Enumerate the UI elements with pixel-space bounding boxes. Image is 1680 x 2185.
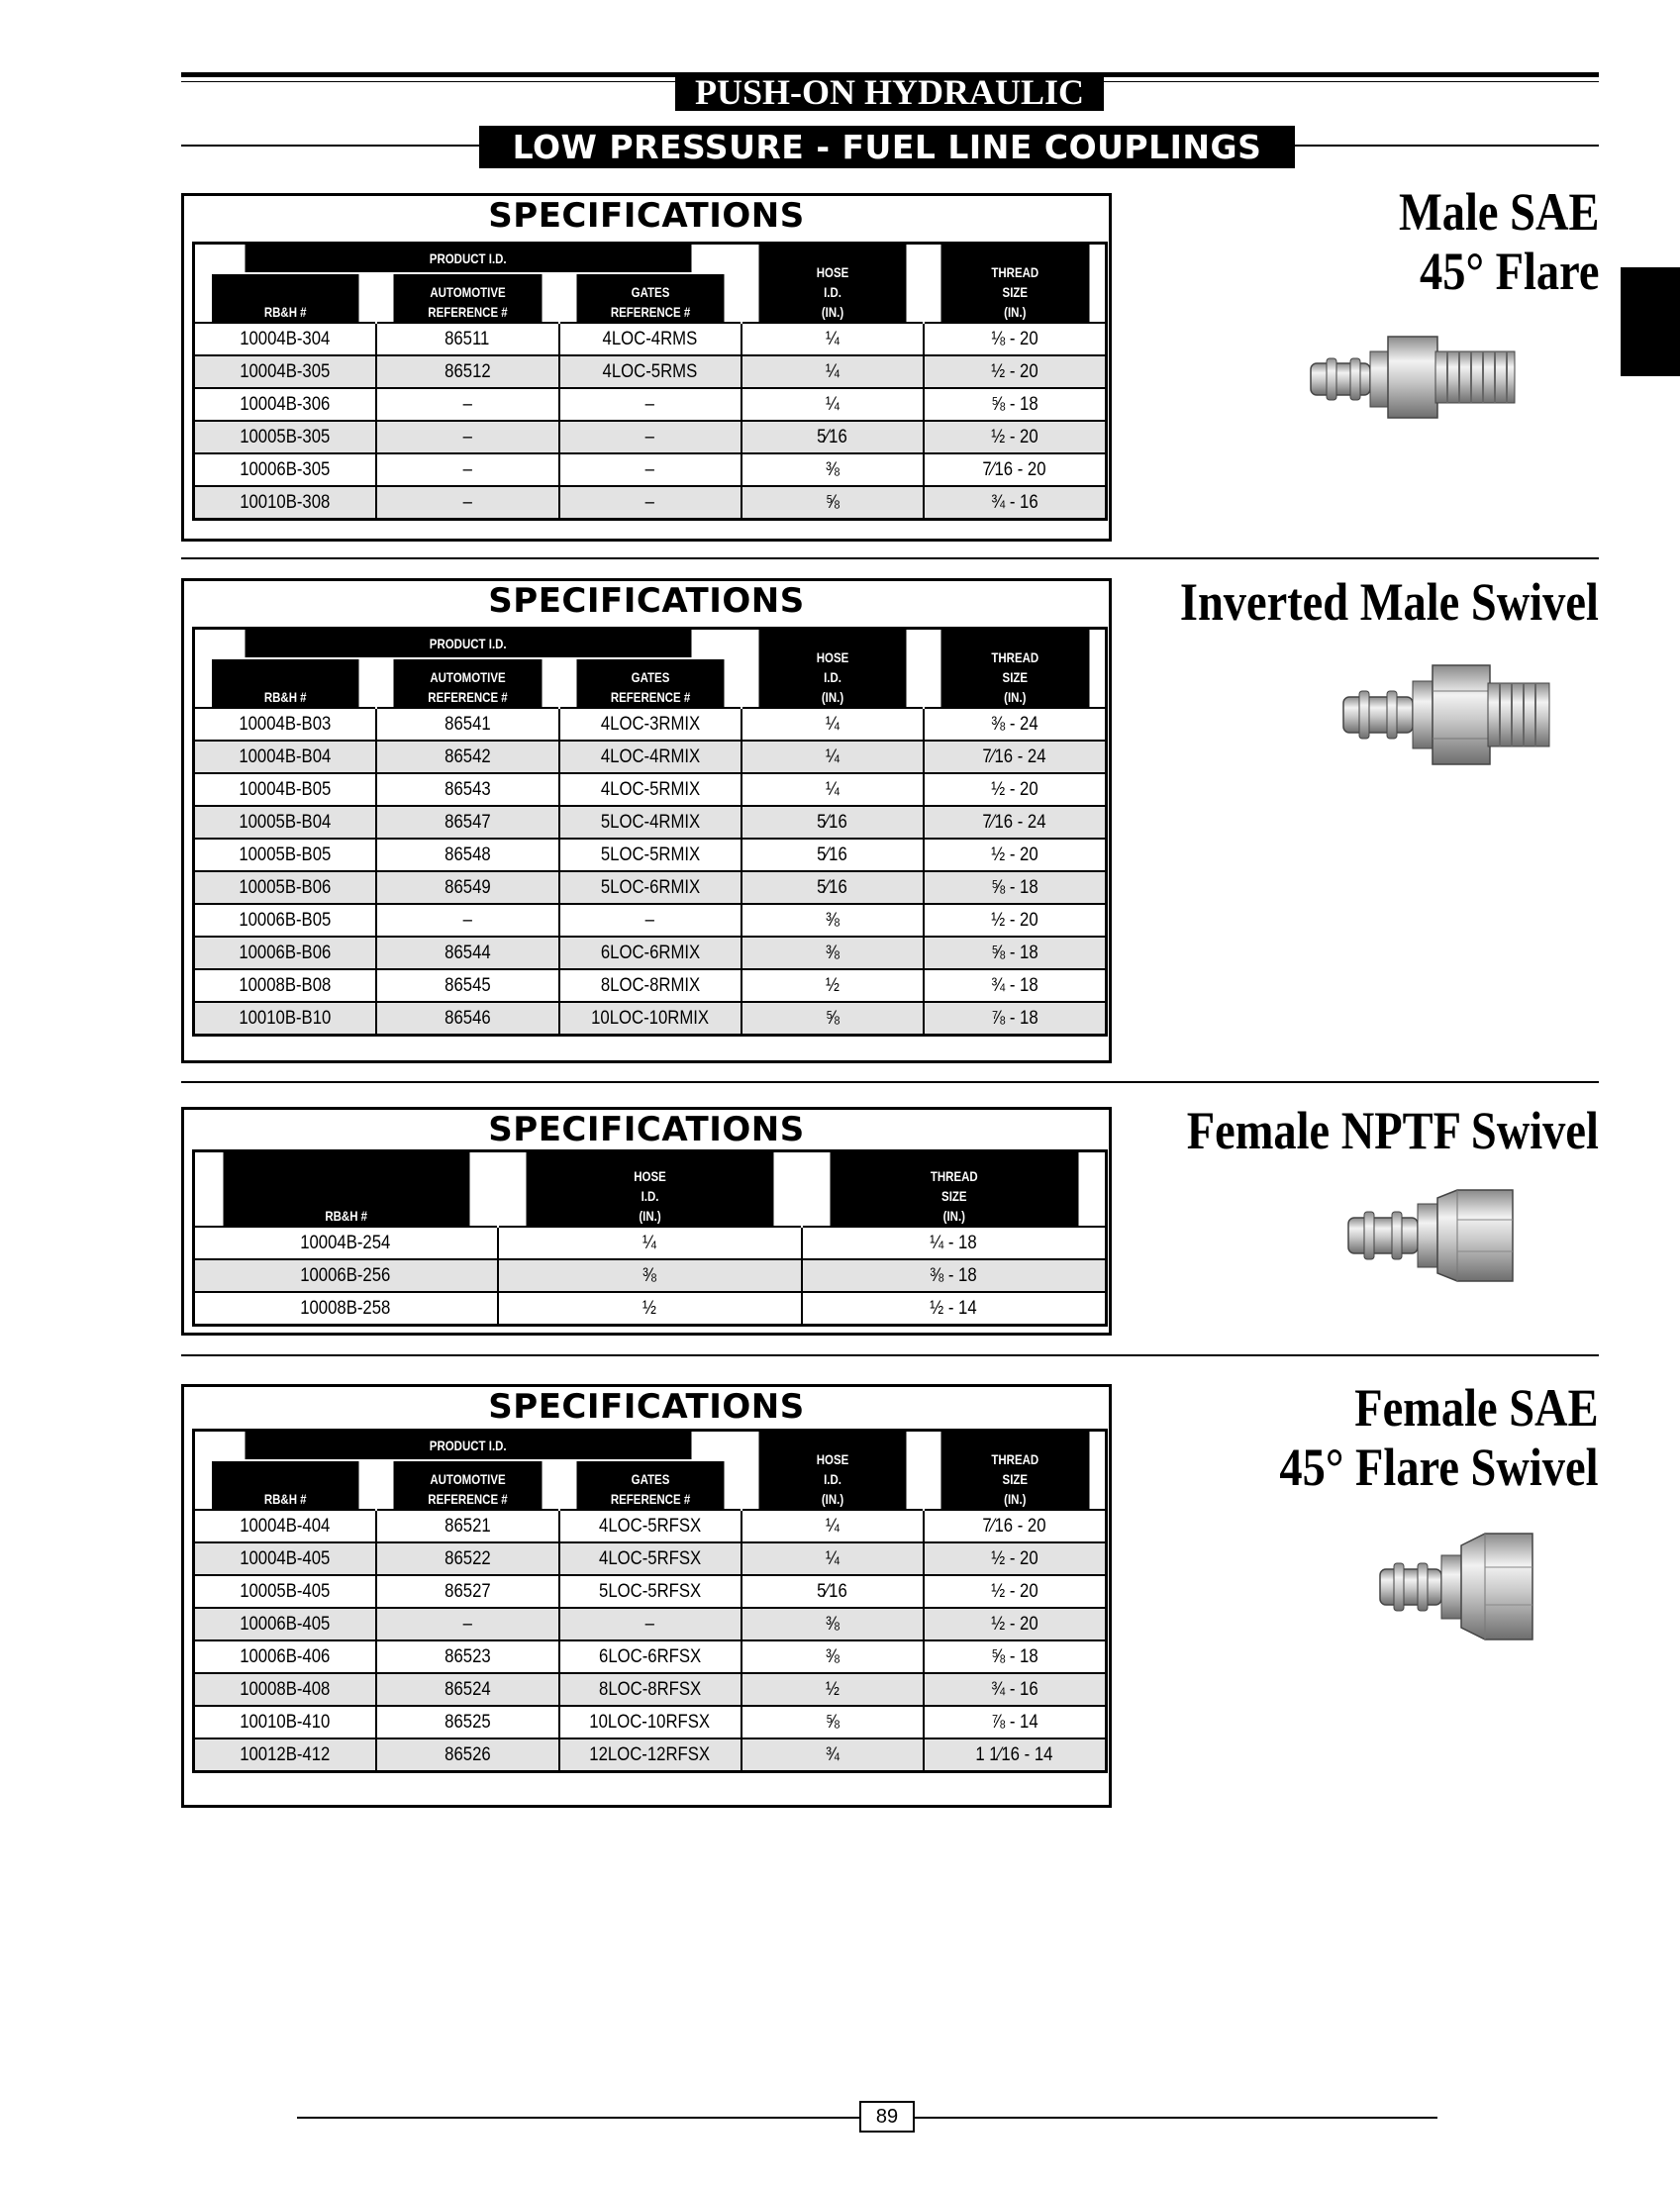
table-row	[194, 1292, 1107, 1326]
table-cell: 10004B-305	[194, 355, 376, 388]
table-cell: 10004B-B04	[194, 741, 376, 773]
column-header-thread-size: THREAD SIZE (IN.)	[939, 244, 1090, 323]
table-row	[194, 453, 1107, 486]
product-title-female-nptf-swivel: Female NPTF Swivel	[1186, 1101, 1599, 1160]
column-header-hose-id: HOSE I.D. (IN.)	[525, 1151, 774, 1227]
table-cell: –	[376, 1608, 559, 1640]
spec-title: SPECIFICATIONS	[488, 581, 805, 621]
table-cell: 4LOC-4RMS	[559, 323, 741, 355]
spec-title: SPECIFICATIONS	[488, 1110, 805, 1149]
column-header-hose-id: HOSE I.D. (IN.)	[757, 244, 907, 323]
table-cell: 10004B-306	[194, 388, 376, 421]
table-cell: 5⁄16	[741, 871, 924, 904]
table-row	[194, 1002, 1107, 1036]
section-divider	[181, 1081, 1599, 1083]
table-row	[194, 486, 1107, 520]
column-header-gates-ref: GATES REFERENCE #	[575, 658, 725, 708]
table-cell: 10004B-404	[194, 1510, 376, 1542]
table-cell: 12LOC-12RFSX	[559, 1738, 741, 1772]
male-sae-flare-fitting-image	[1309, 332, 1522, 421]
table-cell: 5LOC-5RMIX	[559, 839, 741, 871]
table-cell: 86523	[376, 1640, 559, 1673]
table-cell: 86512	[376, 355, 559, 388]
column-header-product-id: PRODUCT I.D.	[243, 244, 691, 273]
table-cell: 10006B-256	[194, 1259, 498, 1292]
table-cell: 7⁄16 - 20	[924, 453, 1107, 486]
table-cell: ¾ - 16	[924, 486, 1107, 520]
table-cell: ½	[498, 1292, 802, 1326]
table-cell: –	[376, 904, 559, 937]
table-cell: ½ - 20	[924, 839, 1107, 871]
header-title-push-on-hydraulic: PUSH-ON HYDRAULIC	[675, 74, 1104, 111]
table-cell: ⅞ - 14	[924, 1706, 1107, 1738]
table-cell: 10004B-254	[194, 1227, 498, 1259]
table-row	[194, 773, 1107, 806]
column-header-rbh: RB&H #	[210, 658, 359, 708]
table-cell: 10LOC-10RMIX	[559, 1002, 741, 1036]
table-cell: ½ - 20	[924, 355, 1107, 388]
table-cell: 10006B-B05	[194, 904, 376, 937]
table-row	[194, 1673, 1107, 1706]
table-cell: ¼	[741, 773, 924, 806]
table-cell: ½ - 20	[924, 1542, 1107, 1575]
spec-title: SPECIFICATIONS	[488, 1387, 805, 1427]
column-header-hose-id: HOSE I.D. (IN.)	[757, 1431, 907, 1510]
column-header-thread-size: THREAD SIZE (IN.)	[829, 1151, 1079, 1227]
table-cell: –	[376, 486, 559, 520]
female-nptf-swivel-fitting-image	[1346, 1186, 1520, 1285]
column-header-product-id: PRODUCT I.D.	[243, 1431, 691, 1460]
table-cell: ⅜	[741, 904, 924, 937]
table-cell: 86545	[376, 969, 559, 1002]
table-cell: 6LOC-6RFSX	[559, 1640, 741, 1673]
table-cell: 86541	[376, 708, 559, 741]
column-header-product-id: PRODUCT I.D.	[243, 629, 691, 658]
spec-table	[192, 1149, 1108, 1327]
table-row	[194, 904, 1107, 937]
table-cell: 10012B-412	[194, 1738, 376, 1772]
table-cell: ¼	[741, 1510, 924, 1542]
table-cell: ¼	[741, 1542, 924, 1575]
table-cell: –	[559, 486, 741, 520]
table-cell: –	[559, 421, 741, 453]
table-cell: ⅜	[741, 937, 924, 969]
table-cell: 86525	[376, 1706, 559, 1738]
table-cell: 10004B-405	[194, 1542, 376, 1575]
table-row	[194, 871, 1107, 904]
column-header-automotive-ref: AUTOMOTIVE REFERENCE #	[392, 658, 543, 708]
table-row	[194, 806, 1107, 839]
table-row	[194, 1640, 1107, 1673]
table-cell: 5LOC-5RFSX	[559, 1575, 741, 1608]
table-cell: ⅝ - 18	[924, 1640, 1107, 1673]
table-cell: –	[559, 904, 741, 937]
table-cell: 7⁄16 - 20	[924, 1510, 1107, 1542]
table-cell: 1 1⁄16 - 14	[924, 1738, 1107, 1772]
table-cell: ⅜ - 24	[924, 708, 1107, 741]
table-cell: 4LOC-5RFSX	[559, 1542, 741, 1575]
table-cell: 5⁄16	[741, 839, 924, 871]
spec-panel-female-nptf-swivel	[181, 1107, 1112, 1336]
table-row	[194, 839, 1107, 871]
table-cell: ¾ - 16	[924, 1673, 1107, 1706]
table-cell: ⅝ - 18	[924, 937, 1107, 969]
table-cell: 6LOC-6RMIX	[559, 937, 741, 969]
table-cell: 8LOC-8RMIX	[559, 969, 741, 1002]
table-cell: 4LOC-5RFSX	[559, 1510, 741, 1542]
table-cell: 4LOC-3RMIX	[559, 708, 741, 741]
column-header-thread-size: THREAD SIZE (IN.)	[939, 629, 1090, 708]
table-cell: 86548	[376, 839, 559, 871]
table-cell: ½ - 14	[802, 1292, 1107, 1326]
table-cell: 10005B-B05	[194, 839, 376, 871]
table-cell: 86542	[376, 741, 559, 773]
table-cell: 86546	[376, 1002, 559, 1036]
table-row	[194, 1738, 1107, 1772]
table-row	[194, 708, 1107, 741]
table-cell: –	[376, 453, 559, 486]
table-cell: 86521	[376, 1510, 559, 1542]
table-cell: ¾	[741, 1738, 924, 1772]
table-cell: 5⁄16	[741, 421, 924, 453]
table-cell: ⅞ - 18	[924, 1002, 1107, 1036]
column-header-rbh: RB&H #	[210, 273, 359, 323]
table-cell: 10010B-308	[194, 486, 376, 520]
table-cell: 10006B-305	[194, 453, 376, 486]
table-cell: 7⁄16 - 24	[924, 806, 1107, 839]
section-thumb-tab	[1621, 267, 1680, 376]
table-cell: 5LOC-4RMIX	[559, 806, 741, 839]
table-cell: ⅜	[741, 453, 924, 486]
table-cell: 10010B-410	[194, 1706, 376, 1738]
table-cell: 10005B-405	[194, 1575, 376, 1608]
table-cell: ¼	[741, 741, 924, 773]
table-cell: 5⁄16	[741, 1575, 924, 1608]
column-header-rbh: RB&H #	[210, 1460, 359, 1510]
table-cell: 86547	[376, 806, 559, 839]
table-cell: 10004B-B05	[194, 773, 376, 806]
table-row	[194, 1608, 1107, 1640]
column-header-rbh: RB&H #	[221, 1151, 470, 1227]
table-cell: ½	[741, 1673, 924, 1706]
female-sae-flare-swivel-fitting-image	[1378, 1530, 1536, 1643]
section-divider	[181, 1354, 1599, 1356]
column-header-gates-ref: GATES REFERENCE #	[575, 273, 725, 323]
table-row	[194, 969, 1107, 1002]
table-cell: ¼	[741, 323, 924, 355]
table-cell: 10005B-B04	[194, 806, 376, 839]
table-row	[194, 323, 1107, 355]
table-cell: 8LOC-8RFSX	[559, 1673, 741, 1706]
table-cell: ⅛ - 20	[924, 323, 1107, 355]
column-header-automotive-ref: AUTOMOTIVE REFERENCE #	[392, 1460, 543, 1510]
table-cell: ½	[741, 969, 924, 1002]
table-cell: ⅝ - 18	[924, 871, 1107, 904]
spec-title: SPECIFICATIONS	[488, 196, 805, 236]
column-header-gates-ref: GATES REFERENCE #	[575, 1460, 725, 1510]
table-cell: 10LOC-10RFSX	[559, 1706, 741, 1738]
table-cell: 86549	[376, 871, 559, 904]
table-cell: ⅜	[741, 1608, 924, 1640]
spec-table	[192, 1429, 1108, 1773]
inverted-male-swivel-fitting-image	[1341, 661, 1554, 768]
spec-panel-female-sae-flare-swivel	[181, 1384, 1112, 1808]
table-cell: ⅝	[741, 486, 924, 520]
column-header-thread-size: THREAD SIZE (IN.)	[939, 1431, 1090, 1510]
table-cell: ⅝ - 18	[924, 388, 1107, 421]
table-cell: 10006B-B06	[194, 937, 376, 969]
table-cell: 5LOC-6RMIX	[559, 871, 741, 904]
table-cell: 86544	[376, 937, 559, 969]
column-header-hose-id: HOSE I.D. (IN.)	[757, 629, 907, 708]
table-row	[194, 1706, 1107, 1738]
table-cell: ¼	[741, 355, 924, 388]
table-cell: 10004B-B03	[194, 708, 376, 741]
product-title-female-sae-flare-swivel: Female SAE 45° Flare Swivel	[1279, 1378, 1599, 1497]
table-cell: –	[559, 388, 741, 421]
table-cell: –	[559, 1608, 741, 1640]
table-row	[194, 1510, 1107, 1542]
table-cell: ⅜	[498, 1259, 802, 1292]
table-cell: ⅝	[741, 1002, 924, 1036]
section-divider	[181, 557, 1599, 559]
table-cell: –	[376, 388, 559, 421]
product-title-male-sae-flare: Male SAE 45° Flare	[1398, 182, 1599, 301]
table-cell: 10008B-258	[194, 1292, 498, 1326]
table-cell: ¼ - 18	[802, 1227, 1107, 1259]
table-cell: ½ - 20	[924, 904, 1107, 937]
table-cell: 10006B-405	[194, 1608, 376, 1640]
table-cell: 86524	[376, 1673, 559, 1706]
table-cell: –	[376, 421, 559, 453]
table-cell: –	[559, 453, 741, 486]
page-number: 89	[859, 2101, 915, 2133]
header-title-fuel-line-couplings: LOW PRESSURE - FUEL LINE COUPLINGS	[479, 126, 1295, 168]
table-cell: ⅜	[741, 1640, 924, 1673]
table-cell: ½ - 20	[924, 1575, 1107, 1608]
table-cell: ¼	[741, 388, 924, 421]
table-cell: 5⁄16	[741, 806, 924, 839]
table-row	[194, 937, 1107, 969]
column-header-automotive-ref: AUTOMOTIVE REFERENCE #	[392, 273, 543, 323]
table-cell: 10004B-304	[194, 323, 376, 355]
table-cell: 10005B-B06	[194, 871, 376, 904]
table-cell: 7⁄16 - 24	[924, 741, 1107, 773]
table-cell: 10008B-B08	[194, 969, 376, 1002]
product-title-inverted-male-swivel: Inverted Male Swivel	[1179, 572, 1599, 632]
table-row	[194, 1575, 1107, 1608]
table-cell: 86543	[376, 773, 559, 806]
table-row	[194, 1542, 1107, 1575]
table-cell: 4LOC-5RMS	[559, 355, 741, 388]
table-cell: ⅝	[741, 1706, 924, 1738]
spec-panel-male-sae-flare	[181, 193, 1112, 542]
table-cell: 4LOC-5RMIX	[559, 773, 741, 806]
spec-panel-inverted-male-swivel	[181, 578, 1112, 1063]
table-cell: ½ - 20	[924, 421, 1107, 453]
table-cell: ⅜ - 18	[802, 1259, 1107, 1292]
table-row	[194, 388, 1107, 421]
table-cell: 4LOC-4RMIX	[559, 741, 741, 773]
table-cell: 10006B-406	[194, 1640, 376, 1673]
table-cell: 10008B-408	[194, 1673, 376, 1706]
table-row	[194, 1259, 1107, 1292]
table-cell: ¼	[741, 708, 924, 741]
table-cell: 86527	[376, 1575, 559, 1608]
table-cell: ½ - 20	[924, 773, 1107, 806]
spec-table	[192, 627, 1108, 1037]
table-cell: 86522	[376, 1542, 559, 1575]
table-cell: 10010B-B10	[194, 1002, 376, 1036]
table-row	[194, 421, 1107, 453]
table-cell: 10005B-305	[194, 421, 376, 453]
table-cell: 86526	[376, 1738, 559, 1772]
table-cell: ½ - 20	[924, 1608, 1107, 1640]
spec-table	[192, 242, 1108, 521]
table-cell: ¼	[498, 1227, 802, 1259]
table-cell: ¾ - 18	[924, 969, 1107, 1002]
table-cell: 86511	[376, 323, 559, 355]
table-row	[194, 1227, 1107, 1259]
table-row	[194, 355, 1107, 388]
table-row	[194, 741, 1107, 773]
